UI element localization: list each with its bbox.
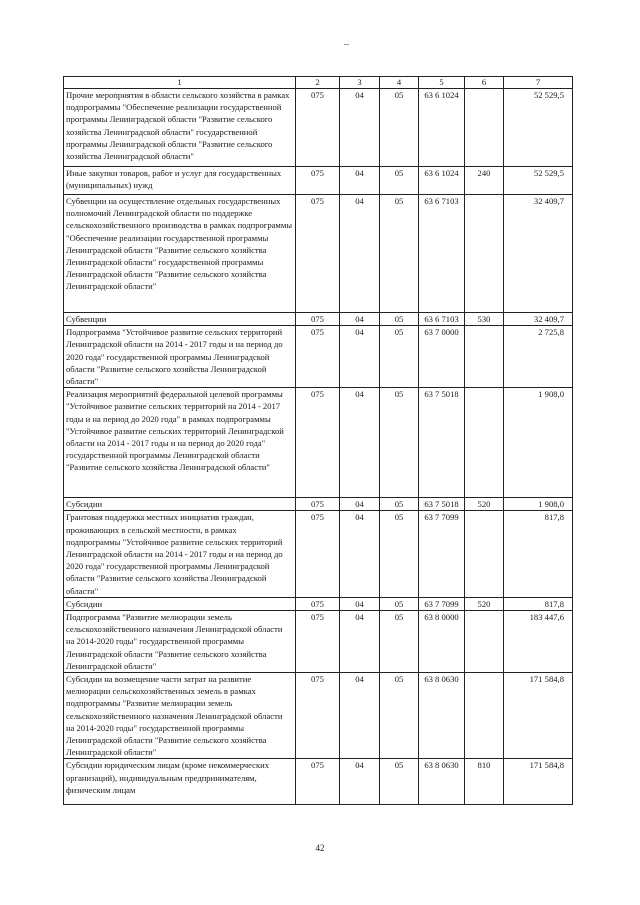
- amount: 817,8: [504, 511, 573, 597]
- row-description: Субсидии юридическим лицам (кроме некоммерческих организаций), индивидуальным предпринимателям, физическим лицам: [64, 759, 296, 805]
- subsection-code: 05: [380, 498, 419, 511]
- subsection-code: 05: [380, 195, 419, 313]
- header-row: [64, 77, 573, 89]
- target-article-code: 63 8 0630: [419, 673, 465, 759]
- ministry-code: 075: [296, 89, 340, 167]
- section-code: 04: [340, 195, 380, 313]
- expense-type-code: 530: [465, 313, 504, 326]
- amount: 2 725,8: [504, 326, 573, 388]
- ministry-code: 075: [296, 498, 340, 511]
- row-description: Субсидии на возмещение части затрат на развитие мелиорации сельскохозяйственных земель в рамках подпрограммы "Развитие мелиорации земель сельскохозяйственного назначения Ленинградской области на 2014-2020 годы" государственной программы Ленинградской области "Развитие сельского хозяйства Ленинградской области": [64, 673, 296, 759]
- row-description: Субвенции на осуществление отдельных государственных полномочий Ленинградской области по поддержке сельскохозяйственного производства в рамках подпрограммы "Обеспечение реализации государственной программы Ленинградской области "Развитие сельского хозяйства Ленинградской области" государственной программы Ленинградской области "Развитие сельского хозяйства Ленинградской области": [64, 195, 296, 313]
- expense-type-code: [465, 511, 504, 597]
- row-description: Субвенции: [64, 313, 296, 326]
- expense-type-code: [465, 195, 504, 313]
- target-article-code: 63 7 7099: [419, 511, 465, 597]
- expense-type-code: 240: [465, 167, 504, 195]
- subsection-code: 05: [380, 313, 419, 326]
- amount: 171 584,8: [504, 673, 573, 759]
- section-code: 04: [340, 326, 380, 388]
- row-description: Субсидии: [64, 597, 296, 610]
- budget-table: [63, 76, 573, 805]
- expense-type-code: [465, 611, 504, 673]
- target-article-code: 63 6 1024: [419, 89, 465, 167]
- amount: 183 447,6: [504, 611, 573, 673]
- expense-type-code: 520: [465, 498, 504, 511]
- column-header: 7: [504, 77, 573, 89]
- table-row: [64, 611, 573, 673]
- row-description: Прочие мероприятия в области сельского хозяйства в рамках подпрограммы "Обеспечение реализации государственной программы Ленинградской области "Развитие сельского хозяйства Ленинградской области" государственной программы Ленинградской области "Развитие сельского хозяйства Ленинградской области": [64, 89, 296, 167]
- expense-type-code: [465, 89, 504, 167]
- column-header: 2: [296, 77, 340, 89]
- target-article-code: 63 8 0000: [419, 611, 465, 673]
- row-description: Реализация мероприятий федеральной целевой программы "Устойчивое развитие сельских территорий на 2014 - 2017 годы и на период до 2020 года" в рамках подпрограммы "Устойчивое развитие сельских территорий Ленинградской области на 2014 - 2017 годы и на период до 2020 года" государственной программы Ленинградской области "Развитие сельского хозяйства Ленинградской области": [64, 388, 296, 498]
- table-row: [64, 195, 573, 313]
- subsection-code: 05: [380, 388, 419, 498]
- ministry-code: 075: [296, 611, 340, 673]
- table-row: [64, 167, 573, 195]
- column-header: 3: [340, 77, 380, 89]
- table-row: [64, 597, 573, 610]
- subsection-code: 05: [380, 511, 419, 597]
- target-article-code: 63 7 7099: [419, 597, 465, 610]
- target-article-code: 63 6 1024: [419, 167, 465, 195]
- amount: 171 584,8: [504, 759, 573, 805]
- target-article-code: 63 7 5018: [419, 498, 465, 511]
- section-code: 04: [340, 759, 380, 805]
- section-code: 04: [340, 498, 380, 511]
- table-row: [64, 498, 573, 511]
- expense-type-code: [465, 326, 504, 388]
- subsection-code: 05: [380, 673, 419, 759]
- amount: 32 409,7: [504, 195, 573, 313]
- ministry-code: 075: [296, 167, 340, 195]
- subsection-code: 05: [380, 597, 419, 610]
- amount: 52 529,5: [504, 89, 573, 167]
- row-description: Грантовая поддержка местных инициатив граждан, проживающих в сельской местности, в рамках подпрограммы "Устойчивое развитие сельских территорий Ленинградской области на 2014 - 2017 годы и на период до 2020 года" государственной программы Ленинградской области "Развитие сельского хозяйства Ленинградской области": [64, 511, 296, 597]
- subsection-code: 05: [380, 89, 419, 167]
- column-header: 4: [380, 77, 419, 89]
- section-code: 04: [340, 511, 380, 597]
- section-code: 04: [340, 89, 380, 167]
- page-number: 42: [315, 843, 325, 853]
- ministry-code: 075: [296, 597, 340, 610]
- section-code: 04: [340, 313, 380, 326]
- target-article-code: 63 8 0630: [419, 759, 465, 805]
- column-header: 1: [64, 77, 296, 89]
- ministry-code: 075: [296, 388, 340, 498]
- ministry-code: 075: [296, 313, 340, 326]
- table-row: [64, 89, 573, 167]
- row-description: Иные закупки товаров, работ и услуг для государственных (муниципальных) нужд: [64, 167, 296, 195]
- ministry-code: 075: [296, 511, 340, 597]
- row-description: Подпрограмма "Устойчивое развитие сельских территорий Ленинградской области на 2014 - 2017 годы и на период до 2020 года" государственной программы Ленинградской области "Развитие сельского хозяйства Ленинградской области": [64, 326, 296, 388]
- column-header: 6: [465, 77, 504, 89]
- ministry-code: 075: [296, 195, 340, 313]
- section-code: 04: [340, 673, 380, 759]
- table-row: [64, 388, 573, 498]
- ministry-code: 075: [296, 326, 340, 388]
- amount: 52 529,5: [504, 167, 573, 195]
- section-code: 04: [340, 611, 380, 673]
- expense-type-code: [465, 673, 504, 759]
- subsection-code: 05: [380, 326, 419, 388]
- section-code: 04: [340, 167, 380, 195]
- table-row: [64, 313, 573, 326]
- target-article-code: 63 7 0000: [419, 326, 465, 388]
- target-article-code: 63 6 7103: [419, 313, 465, 326]
- column-header: 5: [419, 77, 465, 89]
- table-row: [64, 673, 573, 759]
- expense-type-code: 520: [465, 597, 504, 610]
- target-article-code: 63 6 7103: [419, 195, 465, 313]
- amount: 1 908,0: [504, 498, 573, 511]
- amount: 32 409,7: [504, 313, 573, 326]
- row-description: Подпрограмма "Развитие мелиорации земель сельскохозяйственного назначения Ленинградской области на 2014-2020 годы" государственной программы Ленинградской области "Развитие сельского хозяйства Ленинградской области": [64, 611, 296, 673]
- subsection-code: 05: [380, 167, 419, 195]
- target-article-code: 63 7 5018: [419, 388, 465, 498]
- amount: 1 908,0: [504, 388, 573, 498]
- ministry-code: 075: [296, 759, 340, 805]
- table-row: [64, 511, 573, 597]
- expense-type-code: [465, 388, 504, 498]
- subsection-code: 05: [380, 611, 419, 673]
- row-description: Субсидии: [64, 498, 296, 511]
- subsection-code: 05: [380, 759, 419, 805]
- table-row: [64, 759, 573, 805]
- section-code: 04: [340, 597, 380, 610]
- ministry-code: 075: [296, 673, 340, 759]
- expense-type-code: 810: [465, 759, 504, 805]
- table-row: [64, 326, 573, 388]
- scan-mark: [344, 44, 349, 45]
- amount: 817,8: [504, 597, 573, 610]
- section-code: 04: [340, 388, 380, 498]
